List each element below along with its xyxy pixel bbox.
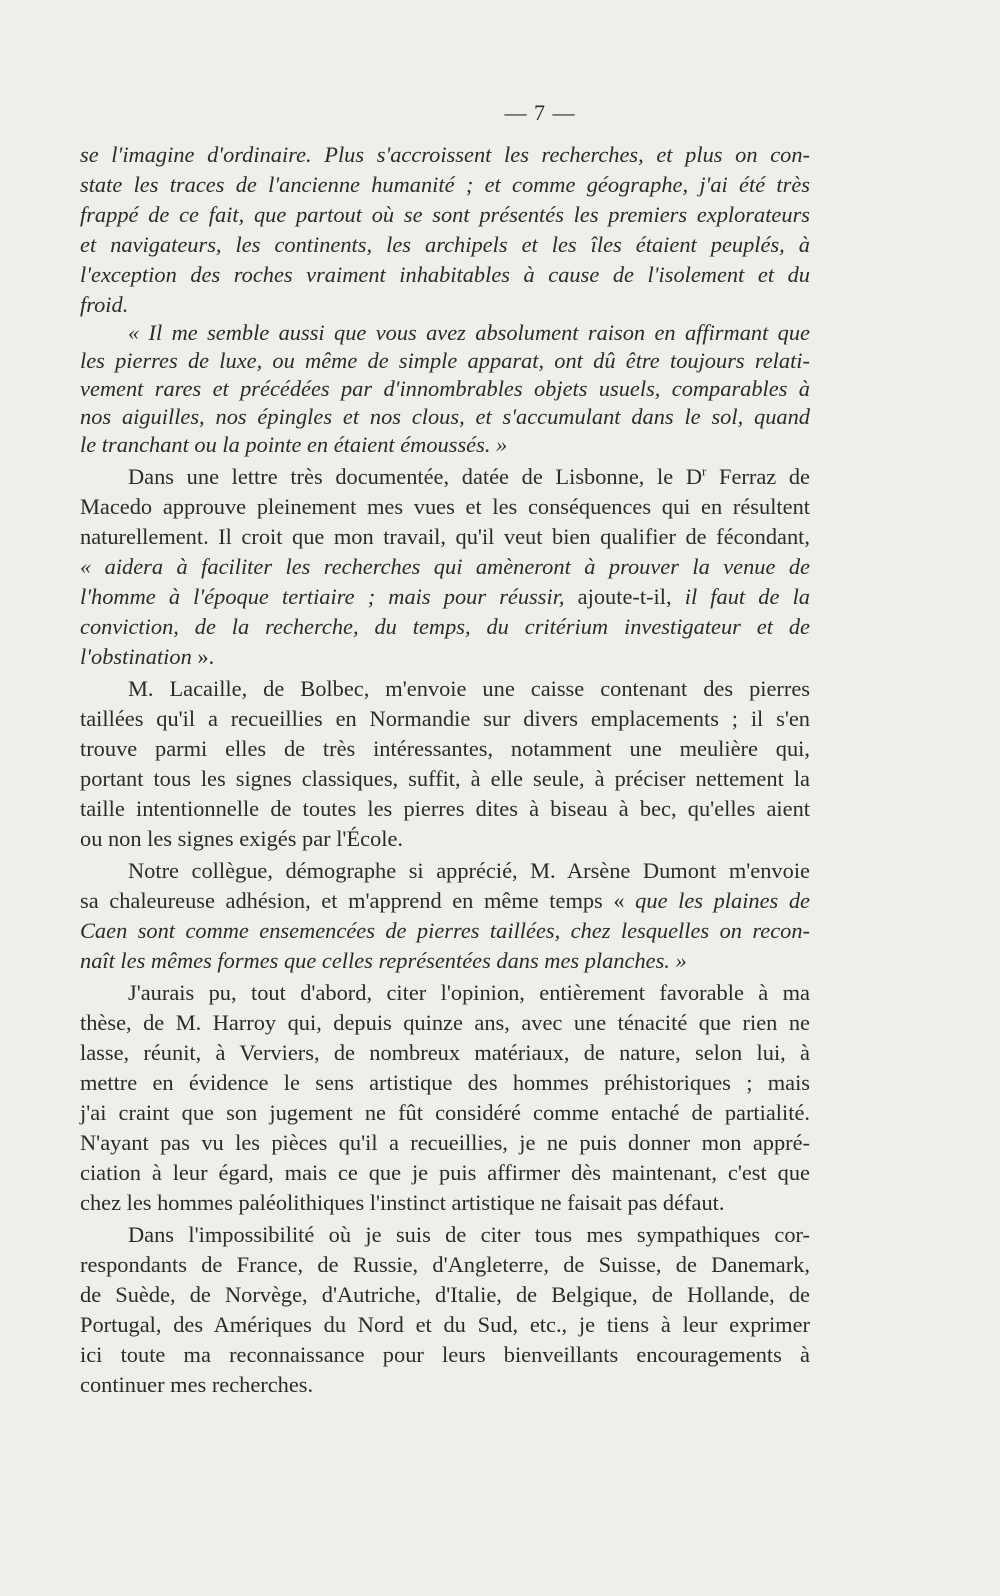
text-line: vement rares et précédées par d'innombrables objets usuels, comparables à: [80, 376, 810, 401]
text-line: respondants de France, de Russie, d'Angleterre, de Suisse, de Danemark,: [80, 1252, 810, 1277]
text-segment: que les plaines de: [635, 888, 810, 913]
text-line: M. Lacaille, de Bolbec, m'envoie une caisse contenant des pierres: [128, 676, 810, 701]
text-line: j'ai craint que son jugement ne fût considéré comme entaché de partialité.: [80, 1100, 810, 1125]
text-line: Dans l'impossibilité où je suis de citer tous mes sympathiques cor-: [128, 1222, 810, 1247]
text-line: ici toute ma reconnaissance pour leurs bienveillants encouragements à: [80, 1342, 810, 1367]
text-line: lasse, réunit, à Verviers, de nombreux matériaux, de nature, selon lui, à: [80, 1040, 810, 1065]
text-line: trouve parmi elles de très intéressantes, notamment une meulière qui,: [80, 736, 810, 761]
text-line: le tranchant ou la pointe en étaient émoussés. »: [80, 432, 508, 457]
text-line: [128, 462, 810, 492]
text-line: naît les mêmes formes que celles représentées dans mes planches. »: [80, 948, 687, 973]
text-line: frappé de ce fait, que partout où se sont présentés les premiers explorateurs: [80, 202, 810, 227]
text-line: N'ayant pas vu les pièces qu'il a recueillies, je ne puis donner mon appré-: [80, 1130, 810, 1155]
text-line: taillées qu'il a recueillies en Normandie sur divers emplacements ; il s'en: [80, 706, 810, 731]
text-line: J'aurais pu, tout d'abord, citer l'opinion, entièrement favorable à ma: [128, 980, 810, 1005]
text-line: se l'imagine d'ordinaire. Plus s'accroissent les recherches, et plus on con-: [80, 142, 810, 167]
text-segment: il faut de la: [684, 584, 810, 609]
text-line: de Suède, de Norvège, d'Autriche, d'Italie, de Belgique, de Hollande, de: [80, 1282, 810, 1307]
text-line: et navigateurs, les continents, les archipels et les îles étaient peuplés, à: [80, 232, 810, 257]
text-line: Notre collègue, démographe si apprécié, M. Arsène Dumont m'envoie: [128, 858, 810, 883]
text-segment: l'obstination: [80, 644, 192, 669]
text-line: froid.: [80, 292, 129, 317]
text-line: nos aiguilles, nos épingles et nos clous, et s'accumulant dans le sol, quand: [80, 404, 810, 429]
text-line: conviction, de la recherche, du temps, du critérium investigateur et de: [80, 614, 810, 639]
text-line: [80, 642, 810, 672]
text-line: « aidera à faciliter les recherches qui amèneront à prouver la venue de: [80, 554, 810, 579]
text-line: les pierres de luxe, ou même de simple apparat, ont dû être toujours relati-: [80, 348, 810, 373]
text-line: naturellement. Il croit que mon travail, qu'il veut bien qualifier de fécondant,: [80, 524, 810, 549]
text-line: « Il me semble aussi que vous avez absolument raison en affirmant que: [128, 320, 810, 345]
text-line: l'exception des roches vraiment inhabitables à cause de l'isolement et du: [80, 262, 810, 287]
text-line: mettre en évidence le sens artistique des hommes préhistoriques ; mais: [80, 1070, 810, 1095]
text-line: [80, 582, 810, 612]
page-number: — 7 —: [504, 100, 576, 125]
text-line: taille intentionnelle de toutes les pierres dites à biseau à bec, qu'elles aient: [80, 796, 810, 821]
text-line: Portugal, des Amériques du Nord et du Sud, etc., je tiens à leur exprimer: [80, 1312, 810, 1337]
text-segment: sa chaleureuse adhésion, et m'apprend en même temps «: [80, 888, 636, 913]
text-line: thèse, de M. Harroy qui, depuis quinze ans, avec une ténacité que rien ne: [80, 1010, 810, 1035]
text-line: state les traces de l'ancienne humanité ; et comme géographe, j'ai été très: [80, 172, 810, 197]
text-segment: Dans une lettre très documentée, datée de Lisbonne, le D: [128, 464, 703, 489]
text-line: chez les hommes paléolithiques l'instinct artistique ne faisait pas défaut.: [80, 1190, 725, 1215]
text-line: ciation à leur égard, mais ce que je puis affirmer dès maintenant, c'est que: [80, 1160, 810, 1185]
text-segment: l'homme à l'époque tertiaire ; mais pour réussir,: [80, 584, 565, 609]
text-line: continuer mes recherches.: [80, 1372, 314, 1397]
text-segment: ».: [191, 644, 215, 669]
text-segment: ajoute-t-il,: [564, 584, 685, 609]
text-line: [80, 886, 810, 916]
text-line: portant tous les signes classiques, suffit, à elle seule, à préciser nettement la: [80, 766, 810, 791]
superscript: r: [702, 463, 707, 479]
text-line: Caen sont comme ensemencées de pierres taillées, chez lesquelles on recon-: [80, 918, 810, 943]
text-line: ou non les signes exigés par l'École.: [80, 826, 404, 851]
text-segment: Ferraz de: [706, 464, 810, 489]
text-line: Macedo approuve pleinement mes vues et les conséquences qui en résultent: [80, 494, 810, 519]
